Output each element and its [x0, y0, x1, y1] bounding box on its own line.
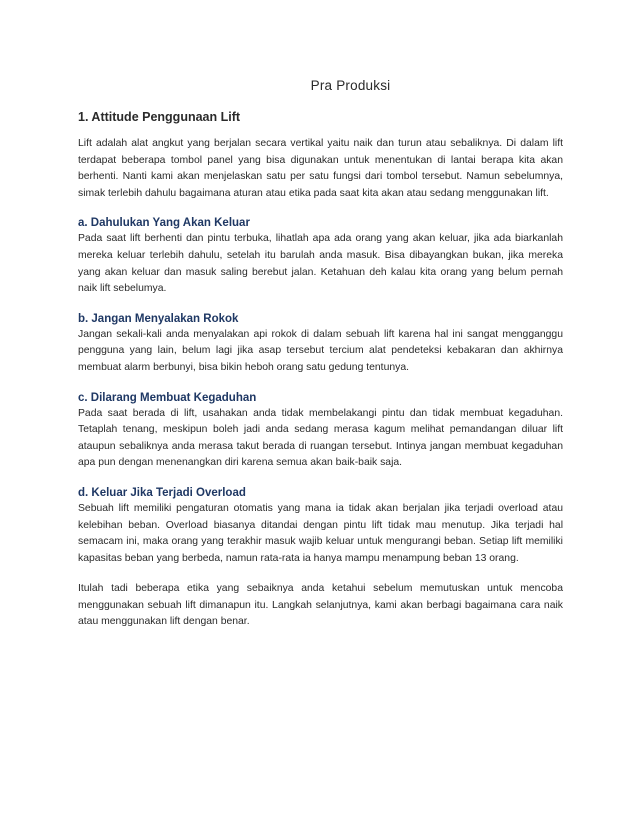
section-heading: 1. Attitude Penggunaan Lift	[78, 110, 241, 124]
subsection-body: Pada saat berada di lift, usahakan anda tidak membelakangi pintu dan tidak membuat kegaduhan. Tetaplah tenang, meskipun boleh jadi anda sedang merasa kagum melihat pemandangan diluar lift ataupun sebaliknya anda merasa takut berada di ruangan tersebut. Intinya jangan membuat kegaduhan apa pun dengan menenangkan diri karena semua akan baik-baik saja.	[78, 407, 563, 469]
subsection-body: Sebuah lift memiliki pengaturan otomatis yang mana ia tidak akan berjalan jika terjadi overload atau kelebihan beban. Overload biasanya ditandai dengan pintu lift tidak mau menutup. Jika terjadi hal semacam ini, maka orang yang terakhir masuk wajib keluar untuk mengurangi beban. Setiap lift memiliki kapasitas beban yang berbeda, namun rata-rata ia hanya mampu menampung beban 13 orang.	[78, 502, 563, 564]
intro-paragraph: Lift adalah alat angkut yang berjalan secara vertikal yaitu naik dan turun atau sebaliknya. Di dalam lift terdapat beberapa tombol panel yang bisa digunakan untuk menentukan di lantai berapa kita akan berhenti. Nanti kami akan menjelaskan satu per satu fungsi dari tombol tersebut. Namun sebelumnya, simak terlebih dahulu bagaimana aturan atau etika pada saat kita akan atau sedang menggunakan lift.	[78, 138, 563, 199]
subsection-body: Pada saat lift berhenti dan pintu terbuka, lihatlah apa ada orang yang akan keluar, jika ada biarkanlah mereka keluar terlebih dahulu, setelah itu barulah anda masuk. Bisa dibayangkan bukan, jika mereka yang akan keluar dan masuk saling berebut jalan. Ketahuan deh kalau kita orang yang belum pernah naik lift sebelumya.	[78, 233, 563, 295]
subsection-heading: b. Jangan Menyalakan Rokok	[78, 312, 239, 325]
document-page	[78, 78, 563, 645]
subsection-heading: a. Dahulukan Yang Akan Keluar	[78, 217, 250, 230]
subsection-c	[78, 391, 563, 472]
subsection-body: Jangan sekali-kali anda menyalakan api rokok di dalam sebuah lift karena hal ini sangat mengganggu pengguna yang lain, belum lagi jika asap tersebut tercium alat pendeteksi kebakaran dan akhirnya membuat alarm berbunyi, bisa bikin heboh orang satu gedung tentunya.	[78, 328, 563, 373]
subsection-heading: c. Dilarang Membuat Kegaduhan	[78, 391, 257, 404]
subsection-a	[78, 216, 563, 297]
closing-paragraph: Itulah tadi beberapa etika yang sebaiknya anda ketahui sebelum memutuskan untuk mencoba menggunakan sebuah lift dimanapun itu. Langkah selanjutnya, kami akan berbagi bagaimana cara naik atau menggunakan lift dengan benar.	[78, 583, 563, 628]
page-title: Pra Produksi	[310, 78, 391, 93]
subsection-heading: d. Keluar Jika Terjadi Overload	[78, 486, 246, 499]
subsection-b	[78, 312, 563, 377]
subsection-d	[78, 486, 563, 567]
